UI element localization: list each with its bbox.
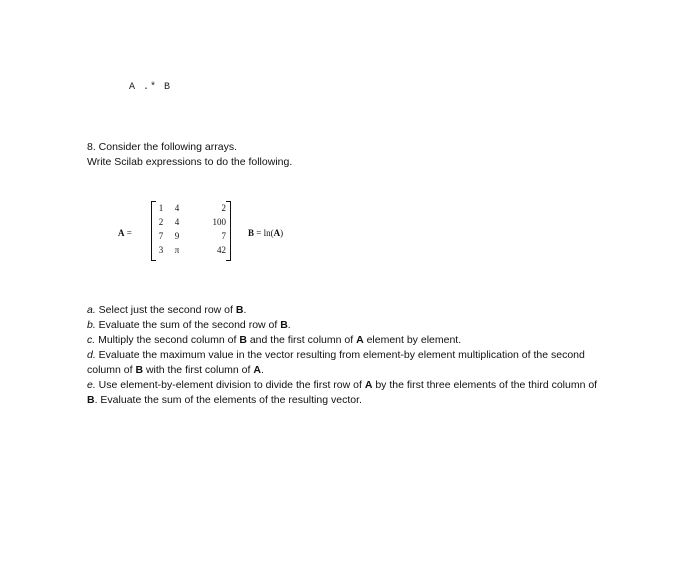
- ln-prefix: ln(: [263, 228, 274, 238]
- task-letter: b.: [87, 319, 96, 331]
- task-text: with the first column of: [143, 364, 254, 376]
- matrix-a: [151, 200, 231, 262]
- matrix-cell: 1: [158, 203, 164, 213]
- matrix-cell: 7: [221, 231, 226, 241]
- task-letter: e.: [87, 379, 96, 391]
- task-variable: B: [235, 304, 244, 316]
- task-item-b: [87, 318, 607, 333]
- matrix-cell: 4: [174, 203, 180, 213]
- task-text: element by element.: [363, 334, 462, 346]
- task-text: Use element-by-element division to divide the first row of: [95, 379, 365, 391]
- task-variable: A: [253, 364, 261, 376]
- problem-number-line: 8. Consider the following arrays.: [87, 141, 237, 153]
- matrix-cell: 4: [174, 217, 180, 227]
- ln-argument: A: [273, 228, 281, 238]
- task-text: Select just the second row of: [95, 304, 236, 316]
- matrix-cell: 100: [212, 217, 226, 227]
- task-item-a: [87, 303, 607, 318]
- matrix-row: [151, 203, 231, 216]
- matrix-cell: 9: [174, 231, 180, 241]
- task-text: Evaluate the sum of the second row of: [95, 319, 281, 331]
- matrix-cell: 2: [158, 217, 164, 227]
- task-text: .: [243, 304, 247, 316]
- matrix-row: [151, 217, 231, 230]
- task-variable: B: [87, 394, 95, 406]
- matrix-row: [151, 231, 231, 244]
- task-text: and the first column of: [246, 334, 357, 346]
- task-text: .: [287, 319, 291, 331]
- task-text: .: [260, 364, 264, 376]
- code-snippet: A .* B: [129, 82, 172, 93]
- task-text: Multiply the second column of: [95, 334, 240, 346]
- task-variable: A: [364, 379, 373, 391]
- problem-instruction: Write Scilab expressions to do the following.: [87, 156, 293, 168]
- matrix-a-label: [118, 228, 132, 238]
- matrix-cell: 42: [217, 245, 226, 255]
- task-text: Evaluate the maximum value in the vector resulting from element-by element multiplication of the second column of: [87, 349, 585, 376]
- matrix-cell: 2: [221, 203, 226, 213]
- matrix-cell: 7: [158, 231, 164, 241]
- task-letter: a.: [87, 304, 96, 316]
- task-text: . Evaluate the sum of the elements of the resulting vector.: [94, 394, 362, 406]
- task-item-c: [87, 333, 607, 348]
- matrix-b-equals: =: [254, 228, 264, 238]
- matrix-a-equals: =: [124, 228, 132, 238]
- ln-suffix: ): [280, 228, 284, 238]
- task-letter: c.: [87, 334, 96, 346]
- task-list: [87, 303, 607, 408]
- matrix-cell: 3: [158, 245, 164, 255]
- task-item-e: [87, 378, 607, 408]
- matrix-cell: π: [174, 245, 180, 255]
- task-item-d: [87, 348, 607, 378]
- matrix-b-definition: [248, 228, 283, 238]
- task-variable: B: [280, 319, 288, 331]
- task-variable: B: [135, 364, 144, 376]
- matrix-b-name: B: [248, 228, 255, 238]
- task-letter: d.: [87, 349, 96, 361]
- matrix-a-name: A: [118, 228, 125, 238]
- matrix-row: [151, 245, 231, 258]
- task-variable: B: [239, 334, 247, 346]
- task-text: by the first three elements of the third column of: [372, 379, 598, 391]
- task-variable: A: [356, 334, 364, 346]
- problem-header: [87, 140, 292, 170]
